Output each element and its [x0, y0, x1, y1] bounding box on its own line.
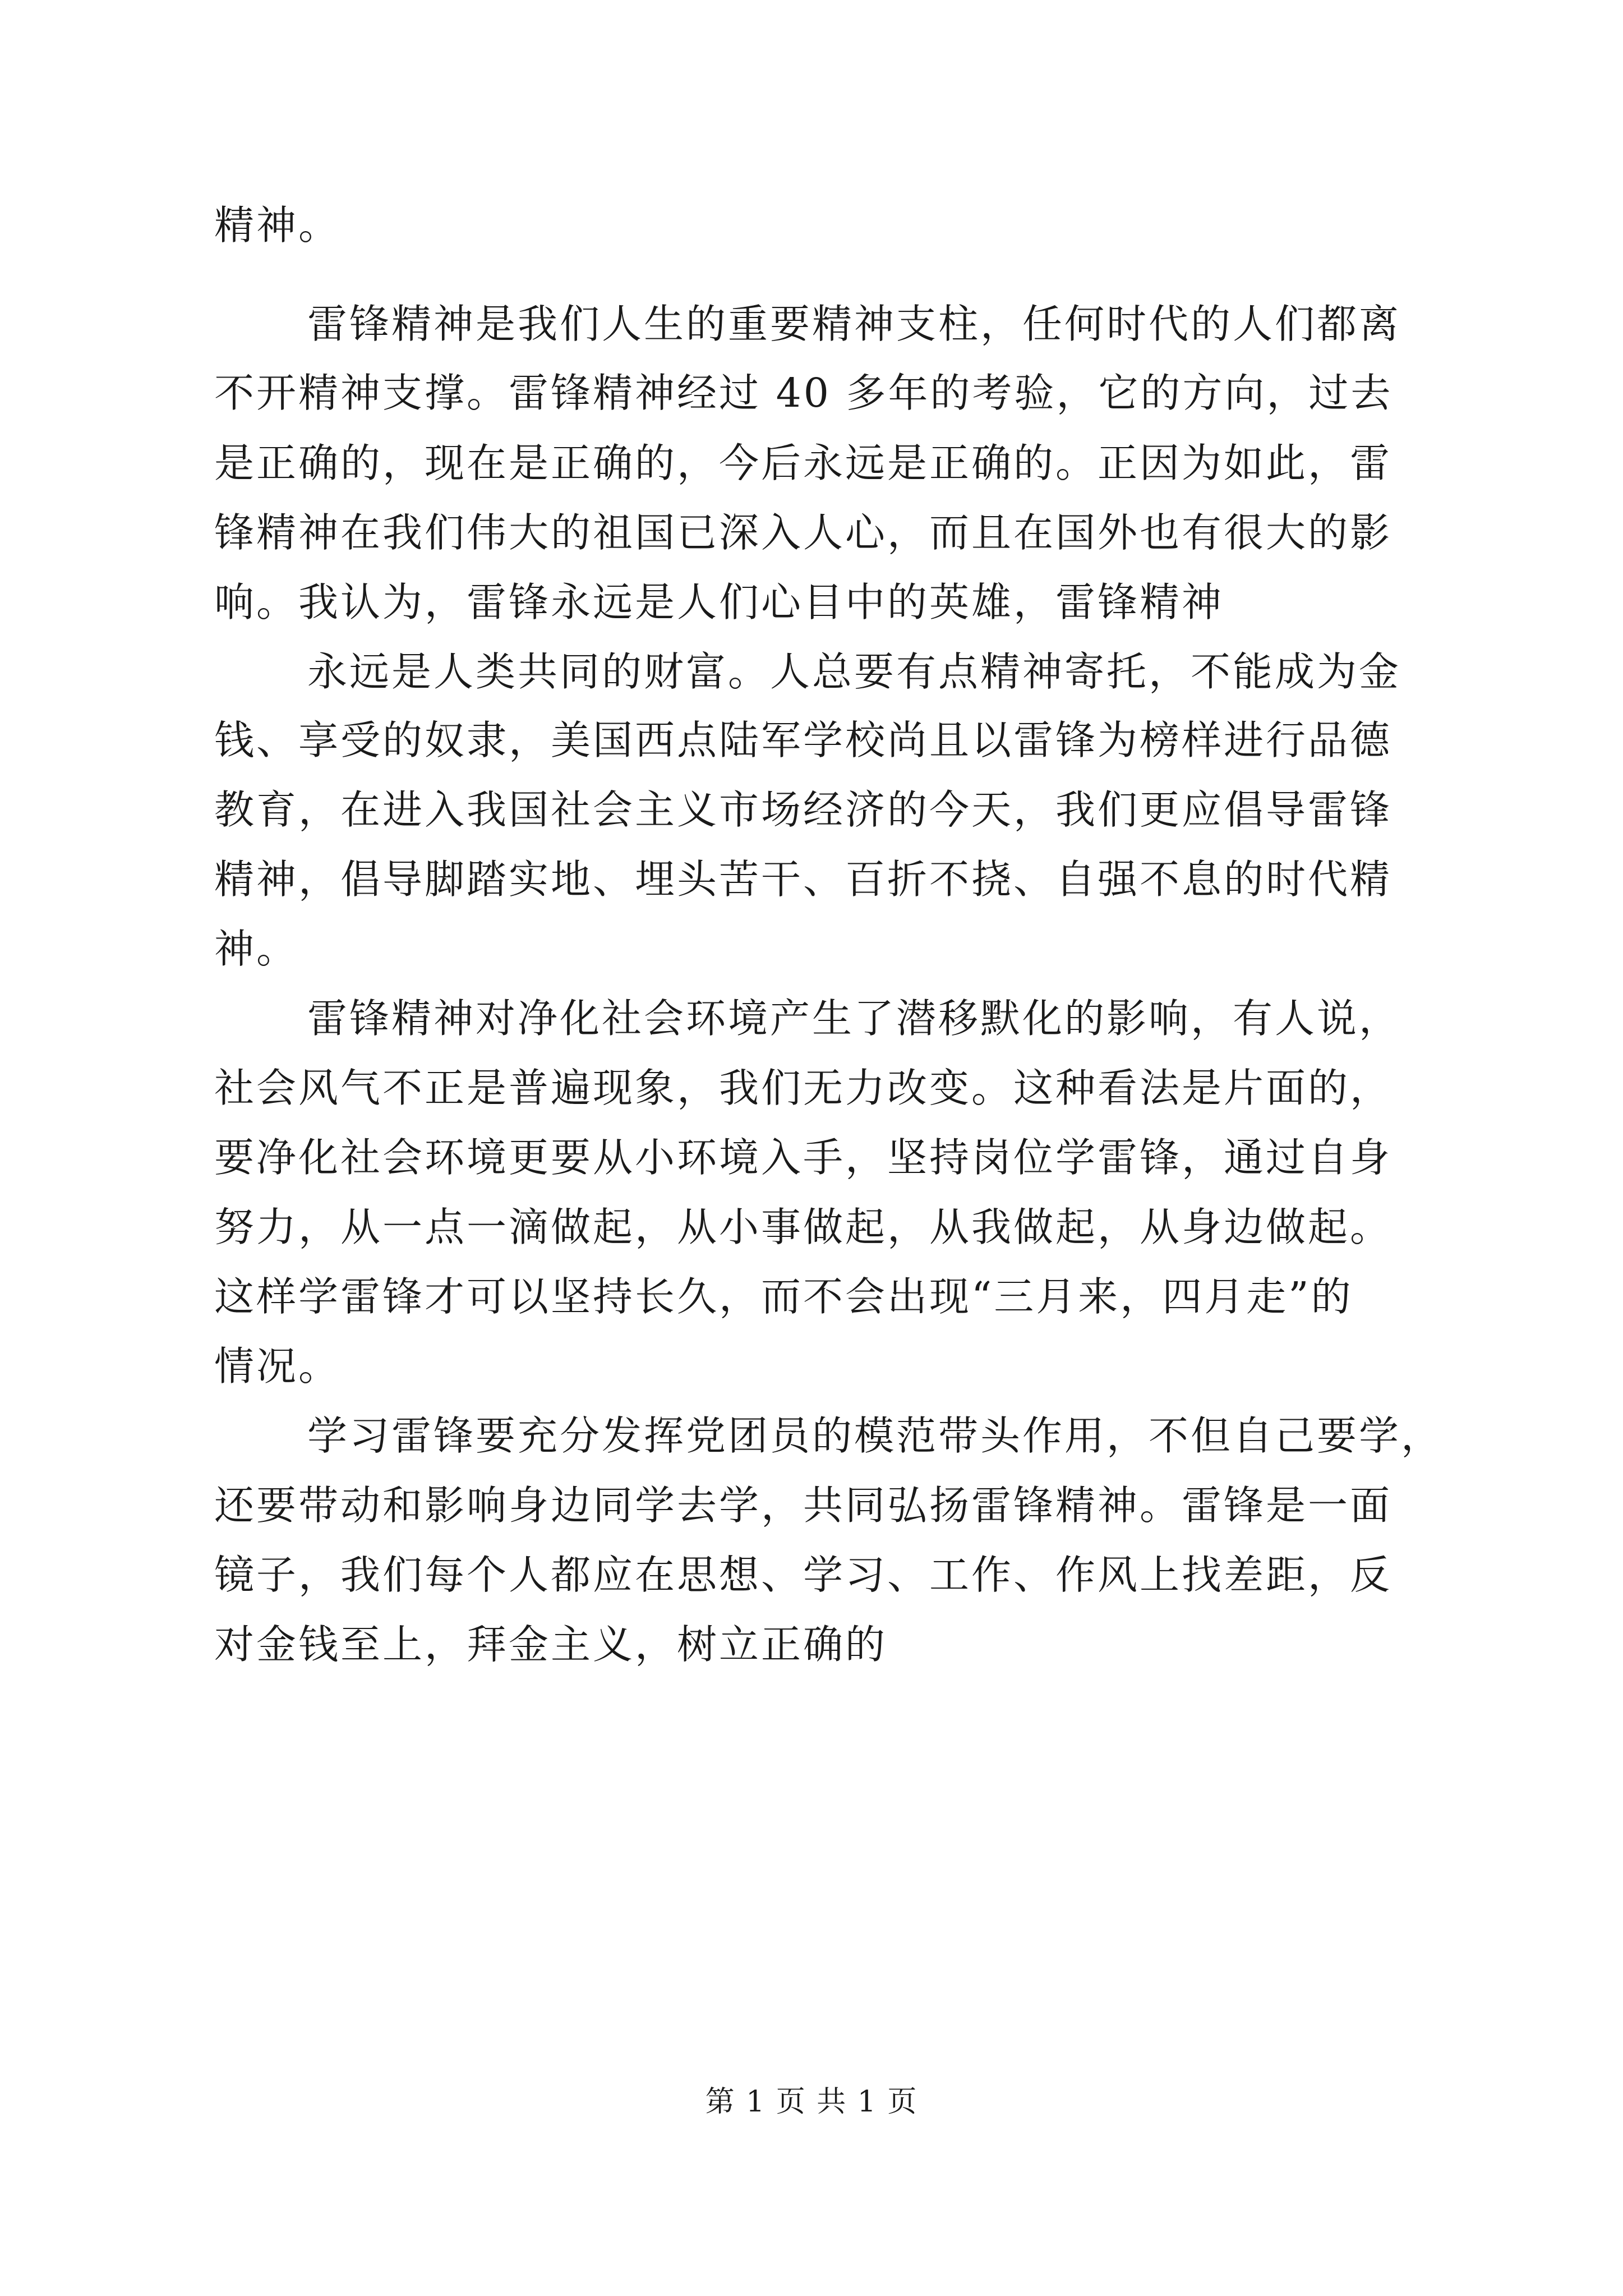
text-line: 精神，倡导脚踏实地、埋头苦干、百折不挠、自强不息的时代精 [214, 856, 1393, 903]
page-footer: 第 1 页 共 1 页 [705, 2085, 918, 2119]
paragraph-line: 雷锋精神是我们人生的重要精神支柱，任何时代的人们都离 [307, 301, 1401, 347]
text-line: 钱、享受的奴隶，美国西点陆军学校尚且以雷锋为榜样进行品德 [214, 717, 1393, 763]
text-line: 还要带动和影响身边同学去学，共同弘扬雷锋精神。雷锋是一面 [214, 1482, 1393, 1529]
text-line: 不开精神支撑。雷锋精神经过 40 多年的考验，它的方向，过去 [214, 370, 1393, 416]
text-line: 教育，在进入我国社会主义市场经济的今天，我们更应倡导雷锋 [214, 786, 1393, 833]
text-line: 是正确的，现在是正确的，今后永远是正确的。正因为如此，雷 [214, 440, 1393, 486]
text-line: 对金钱至上，拜金主义，树立正确的 [214, 1621, 888, 1668]
paragraph-line: 学习雷锋要充分发挥党团员的模范带头作用，不但自己要学， [307, 1412, 1444, 1459]
paragraph-line: 永远是人类共同的财富。人总要有点精神寄托，不能成为金 [307, 648, 1401, 695]
text-line: 锋精神在我们伟大的祖国已深入人心，而且在国外也有很大的影 [214, 509, 1393, 556]
text-line: 要净化社会环境更要从小环境入手，坚持岗位学雷锋，通过自身 [214, 1134, 1393, 1181]
text-line: 努力，从一点一滴做起，从小事做起，从我做起，从身边做起。 [214, 1204, 1393, 1250]
text-line: 社会风气不正是普遍现象，我们无力改变。这种看法是片面的， [214, 1065, 1393, 1111]
text-line: 这样学雷锋才可以坚持长久，而不会出现“三月来，四月走”的 [214, 1273, 1353, 1320]
paragraph-line: 雷锋精神对净化社会环境产生了潜移默化的影响，有人说， [307, 995, 1401, 1042]
text-line: 镜子，我们每个人都应在思想、学习、工作、作风上找差距，反 [214, 1552, 1393, 1598]
text-line: 情况。 [214, 1343, 341, 1389]
text-line: 精神。 [214, 202, 341, 249]
text-line: 响。我认为，雷锋永远是人们心目中的英雄，雷锋精神 [214, 579, 1224, 625]
text-line: 神。 [214, 926, 299, 972]
